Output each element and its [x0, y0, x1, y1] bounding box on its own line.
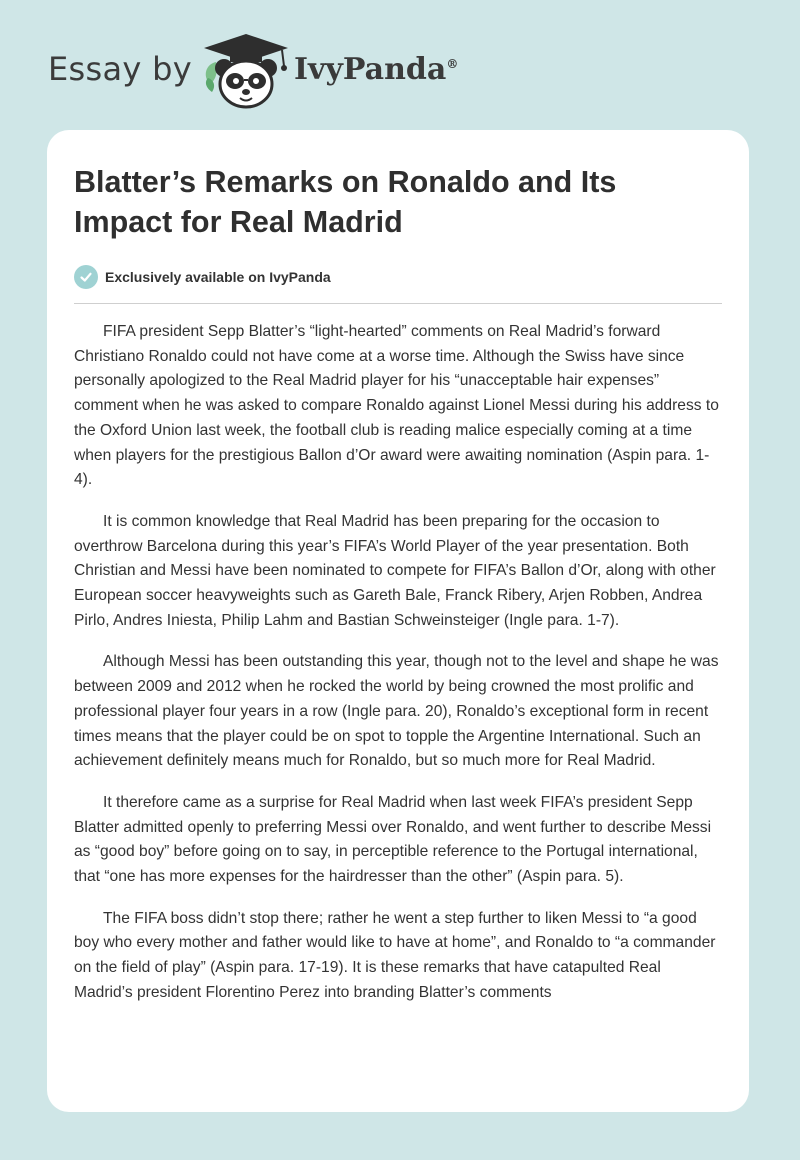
site-header [0, 0, 800, 130]
paragraph-1: FIFA president Sepp Blatter’s “light-hearted” comments on Real Madrid’s forward Christiano Ronaldo could not have come at a worse time. Although the Swiss have since personally apologized to the Real Madrid player for his “unacceptable hair expenses” comment when he was asked to compare Ronaldo against Lionel Messi during his address to the Oxford Union last week, the football club is reading malice especially coming at a time when players for the prestigious Ballon d’Or award were awaiting nomination (Aspin para. 1-4). [74, 323, 719, 489]
article-title: Blatter’s Remarks on Ronaldo and Its Impact for Real Madrid [74, 165, 617, 239]
brand-prefix: Essay by [48, 50, 192, 88]
check-circle-icon [74, 265, 98, 289]
divider [74, 303, 722, 304]
article-body [74, 320, 722, 1023]
article-card [47, 130, 749, 1112]
exclusive-badge-label: Exclusively available on IvyPanda [105, 269, 331, 285]
exclusive-badge [74, 264, 331, 290]
paragraph-3: Although Messi has been outstanding this year, though not to the level and shape he was between 2009 and 2012 when he rocked the world by being crowned the most prolific and professional player four years in a row (Ingle para. 20), Ronaldo’s exceptional form in recent times means that the player could be on spot to topple the Argentine International. Such an achievement definitely means much for Ronaldo, but so much more for Real Madrid. [74, 653, 719, 770]
paragraph-5: The FIFA boss didn’t stop there; rather he went a step further to liken Messi to “a good boy who every mother and father would like to have at home”, and Ronaldo to “a commander on the field of play” (Aspin para. 17-19). It is these remarks that have catapulted Real Madrid’s president Florentino Perez into branding Blatter’s comments [74, 909, 716, 1001]
paragraph-2: It is common knowledge that Real Madrid has been preparing for the occasion to overthrow Barcelona during this year’s FIFA’s World Player of the year presentation. Both Christian and Messi have been nominated to compete for FIFA’s Ballon d’Or, along with other European soccer heavyweights such as Gareth Bale, Franck Ribery, Arjen Robben, Andrea Pirlo, Andres Iniesta, Philip Lahm and Bastian Schweinsteiger (Ingle para. 1-7). [74, 512, 716, 629]
panda-graduate-icon [200, 32, 292, 110]
brand-name[interactable]: IvyPanda® [294, 52, 459, 87]
paragraph-4: It therefore came as a surprise for Real Madrid when last week FIFA’s president Sepp Blatter admitted openly to preferring Messi over Ronaldo, and went further to describe Messi as “good boy” before going on to say, in perceptible reference to the Portugal international, that “one has more expenses for the hairdresser than the other” (Aspin para. 5). [74, 793, 712, 886]
